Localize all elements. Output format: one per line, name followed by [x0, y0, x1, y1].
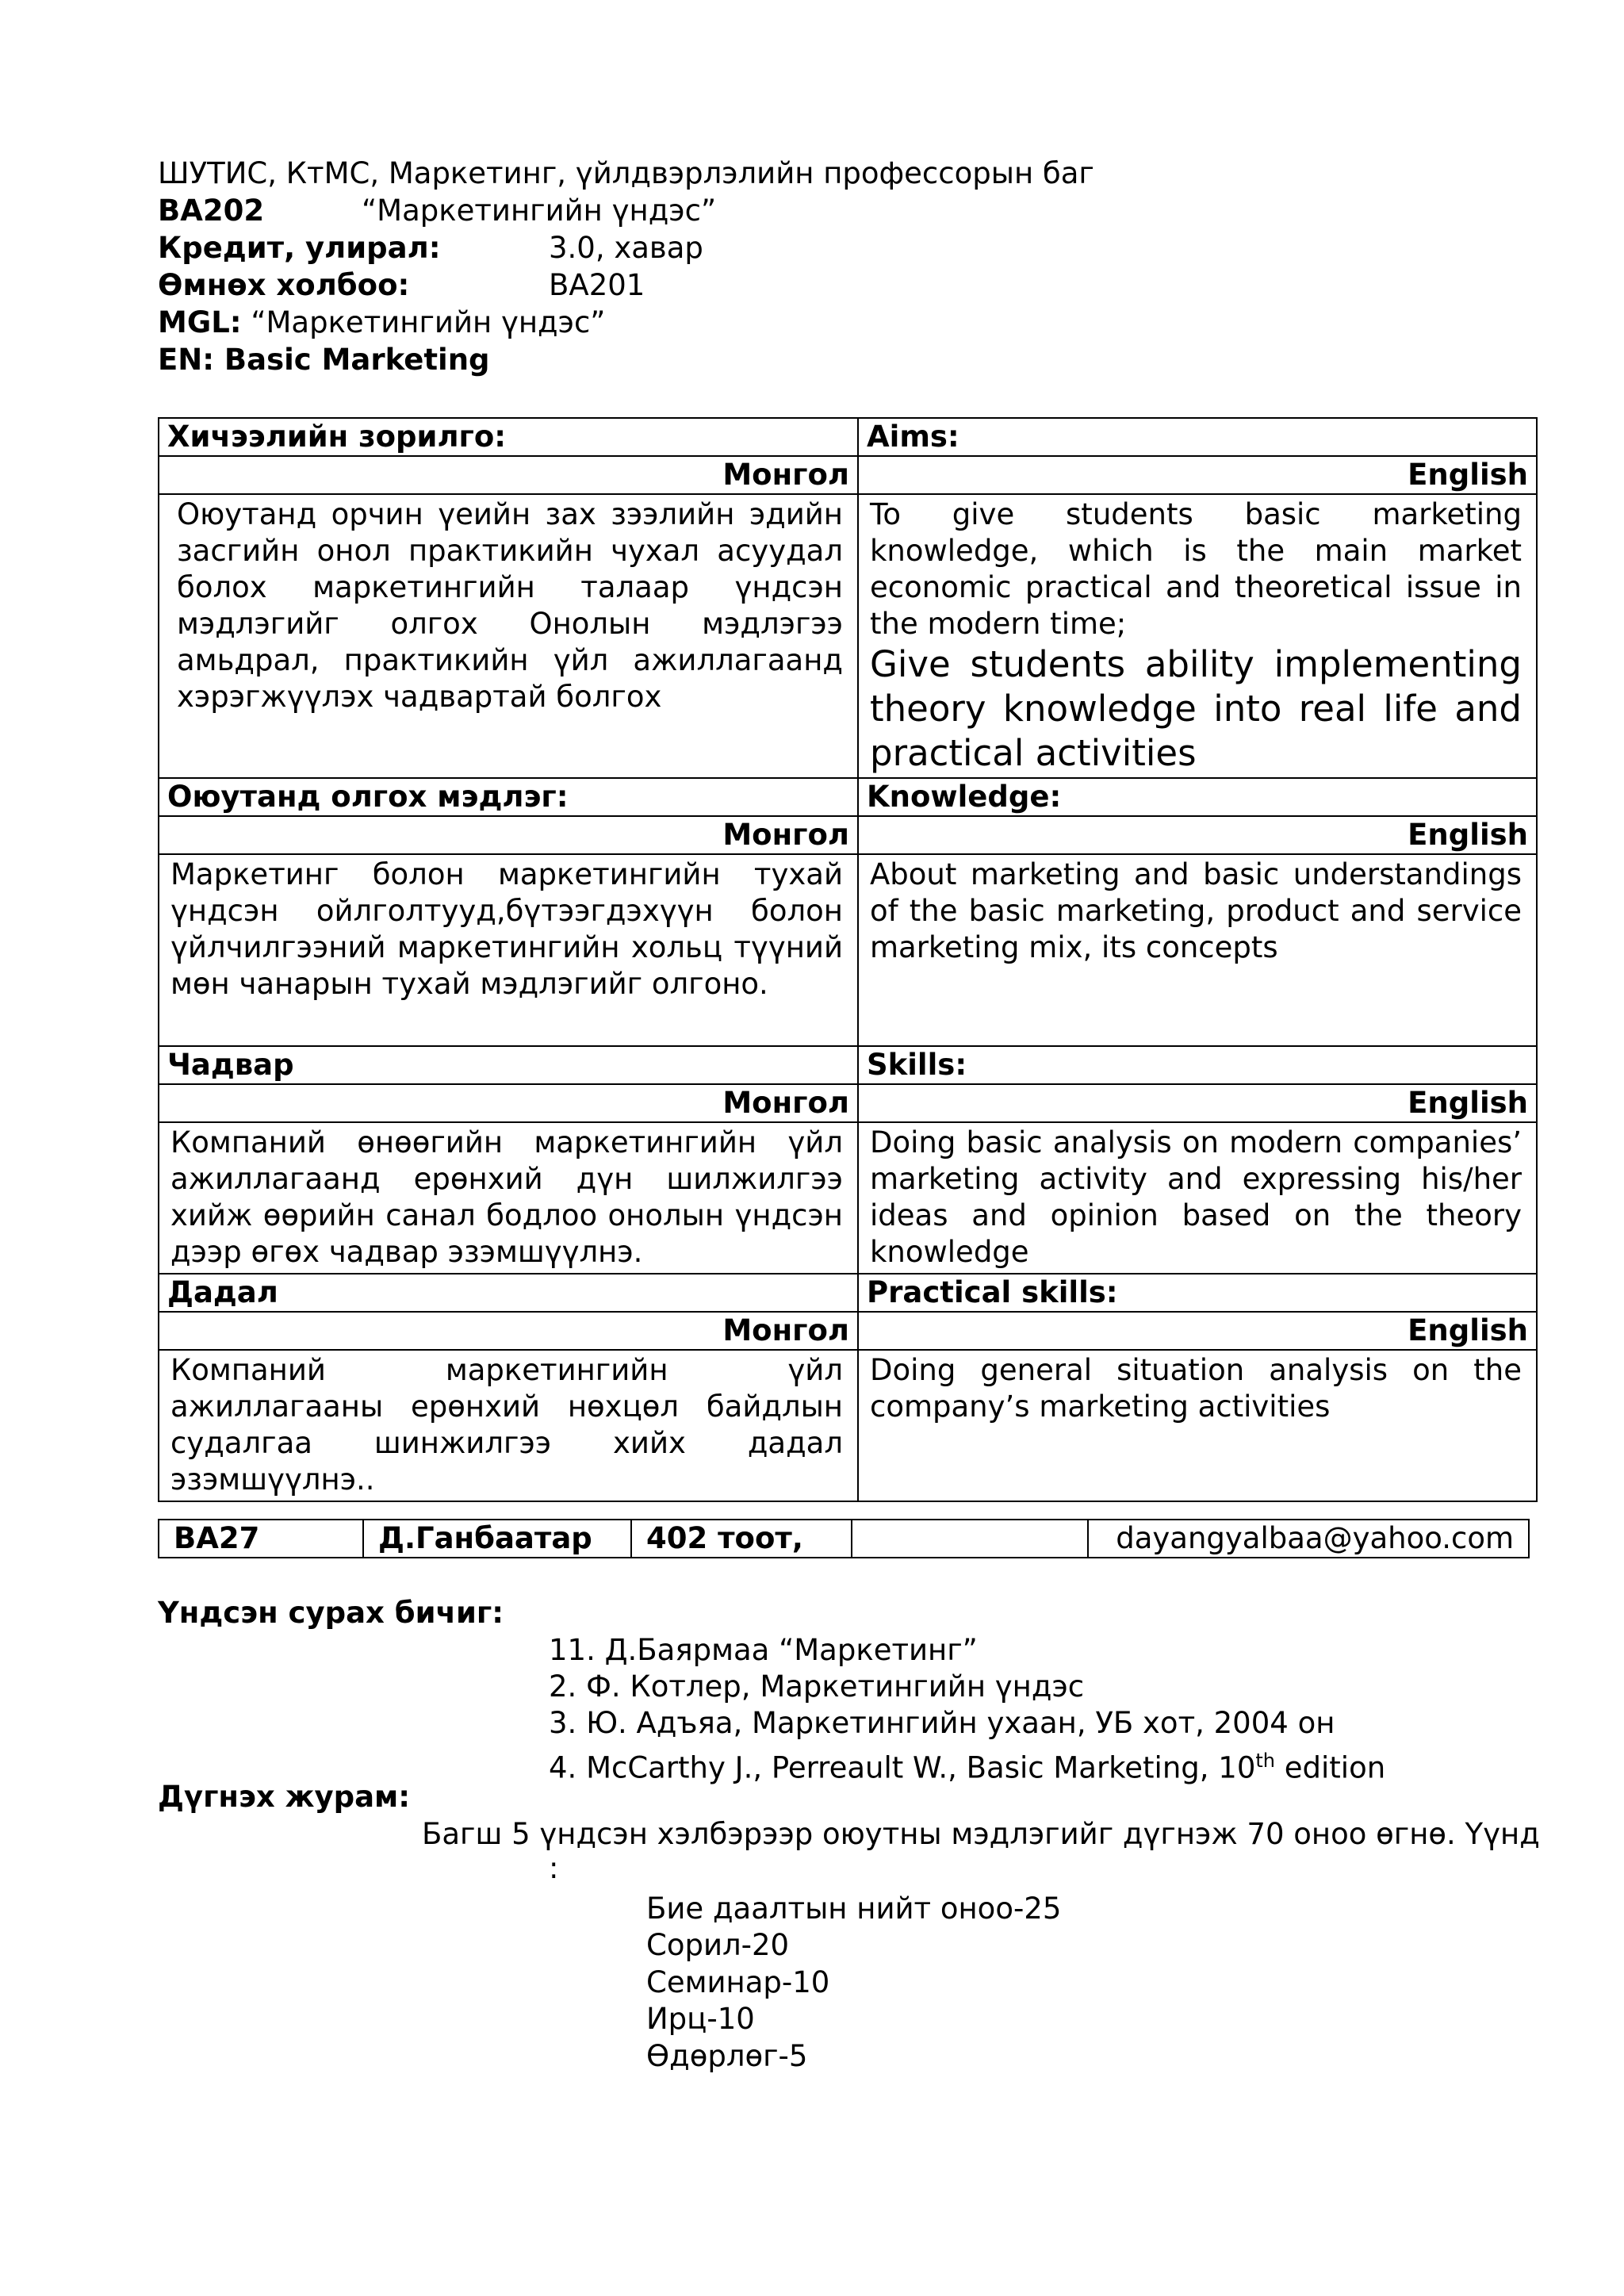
- prereq-label: Өмнөх холбоо:: [158, 268, 410, 302]
- textbook-item: 11. Д.Баярмаа “Маркетинг”: [549, 1633, 978, 1667]
- course-objectives-table: [158, 417, 1538, 1502]
- textbook-item-sup: th: [1255, 1750, 1275, 1772]
- section-header-row: [159, 1046, 1537, 1084]
- teacher-contact-table: [158, 1519, 1530, 1558]
- room-number: 402 тоот,: [631, 1520, 852, 1558]
- assessment-item: Бие даалтын нийт оноо-25: [646, 1892, 1062, 1926]
- english-title: EN: Basic Marketing: [158, 343, 490, 377]
- practical-text-mn: Компаний маркетингийн үйл ажиллагааны ерөнхий нөхцөл байдлын судалгаа шинжилгээ хийх дадал эзэмшүүлнэ..: [159, 1350, 858, 1501]
- assessment-intro: Багш 5 үндсэн хэлбэрээр оюутны мэдлэгийг дүгнэж 70 оноо өгнө. Үүнд: [422, 1817, 1540, 1851]
- institution-line: ШУТИС, КтМС, Маркетинг, үйлдвэрлэлийн профессорын баг: [158, 156, 1094, 190]
- assessment-colon: :: [549, 1851, 559, 1885]
- section-header-mn: Чадвар: [159, 1046, 858, 1084]
- skills-text-mn: Компаний өнөөгийн маркетингийн үйл ажиллагаанд ерөнхий дүн шилжилгээ хийж өөрийн санал бодлоо онолын үндсэн дээр өгөх чадвар эзэмшүүлнэ.: [159, 1122, 858, 1274]
- aims-text-mn: Оюутанд орчин үеийн зах зээлийн эдийн засгийн онол практикийн чухал асуудал болох маркетингийн талаар үндсэн мэдлэгийг олгох Онолын мэдлэгээ амьдрал, практикийн үйл ажиллагаанд хэрэгжүүлэх чадвартай болгох: [159, 494, 858, 778]
- language-row: [159, 816, 1537, 854]
- aims-text-en: To give students basic marketing knowledge, which is the main market economic practical and theoretical issue in the modern time;: [870, 497, 1522, 641]
- assessment-item: Ирц-10: [646, 2002, 755, 2036]
- section-header-mn: Оюутанд олгох мэдлэг:: [159, 778, 858, 816]
- assessment-item: Өдөрлөг-5: [646, 2039, 808, 2073]
- textbook-item-tail: edition: [1275, 1750, 1386, 1785]
- textbook-item: 3. Ю. Адъяа, Маркетингийн ухаан, УБ хот, 2004 он: [549, 1706, 1335, 1740]
- knowledge-text-en: About marketing and basic understandings of the basic marketing, product and service marketing mix, its concepts: [858, 854, 1537, 1046]
- section-header-en: Skills:: [858, 1046, 1537, 1084]
- section-body-row: [159, 854, 1537, 1046]
- mgl-line: [158, 305, 605, 341]
- assessment-item: Сорил-20: [646, 1928, 790, 1962]
- language-row: [159, 1084, 1537, 1122]
- course-title: “Маркетингийн үндэс”: [362, 194, 717, 228]
- language-en: English: [858, 1084, 1537, 1122]
- language-mn: Монгол: [159, 1084, 858, 1122]
- language-en: English: [858, 1312, 1537, 1350]
- teacher-name: Д.Ганбаатар: [363, 1520, 631, 1558]
- contact-code: BA27: [159, 1520, 363, 1558]
- skills-text-en: Doing basic analysis on modern companies’ marketing activity and expressing his/her ideas and opinion based on the theory knowledge: [858, 1122, 1537, 1274]
- credit-label: Кредит, улирал:: [158, 231, 441, 265]
- assessment-label: Дүгнэх журам:: [158, 1780, 411, 1814]
- section-header-en: Aims:: [858, 418, 1537, 456]
- blank-cell: [852, 1520, 1088, 1558]
- mgl-label: MGL:: [158, 305, 242, 339]
- language-mn: Монгол: [159, 1312, 858, 1350]
- mgl-value: “Маркетингийн үндэс”: [251, 305, 606, 339]
- section-header-row: [159, 418, 1537, 456]
- section-header-row: [159, 1274, 1537, 1312]
- email-address: dayangyalbaa@yahoo.com: [1088, 1520, 1529, 1558]
- section-header-mn: Дадал: [159, 1274, 858, 1312]
- language-mn: Монгол: [159, 816, 858, 854]
- language-en: English: [858, 816, 1537, 854]
- aims-text-en-cell: [858, 494, 1537, 778]
- course-code: BA202: [158, 194, 265, 228]
- textbooks-label: Үндсэн сурах бичиг:: [158, 1596, 504, 1630]
- section-body-row: [159, 1350, 1537, 1501]
- practical-text-en: Doing general situation analysis on the company’s marketing activities: [858, 1350, 1537, 1501]
- knowledge-text-mn: Маркетинг болон маркетингийн тухай үндсэн ойлголтууд,бүтээгдэхүүн болон үйлчилгээний маркетингийн хольц түүний мөн чанарын тухай мэдлэгийг олгоно.: [159, 854, 858, 1046]
- assessment-item: Семинар-10: [646, 1965, 830, 1999]
- section-body-row: [159, 494, 1537, 778]
- section-header-en: Practical skills:: [858, 1274, 1537, 1312]
- language-en: English: [858, 456, 1537, 494]
- language-row: [159, 456, 1537, 494]
- prereq-value: BA201: [549, 268, 645, 302]
- section-header-en: Knowledge:: [858, 778, 1537, 816]
- section-header-row: [159, 778, 1537, 816]
- section-header-mn: Хичээлийн зорилго:: [159, 418, 858, 456]
- language-row: [159, 1312, 1537, 1350]
- credit-value: 3.0, хавар: [549, 231, 703, 265]
- language-mn: Монгол: [159, 456, 858, 494]
- aims-text-en-large: Give students ability implementing theory knowledge into real life and practical activities: [870, 643, 1522, 774]
- contact-row: [159, 1520, 1529, 1558]
- textbook-item-text: 4. McCarthy J., Perreault W., Basic Marketing, 10: [549, 1750, 1256, 1785]
- textbook-item: [549, 1742, 1385, 1786]
- section-body-row: [159, 1122, 1537, 1274]
- textbook-item: 2. Ф. Котлер, Маркетингийн үндэс: [549, 1669, 1085, 1704]
